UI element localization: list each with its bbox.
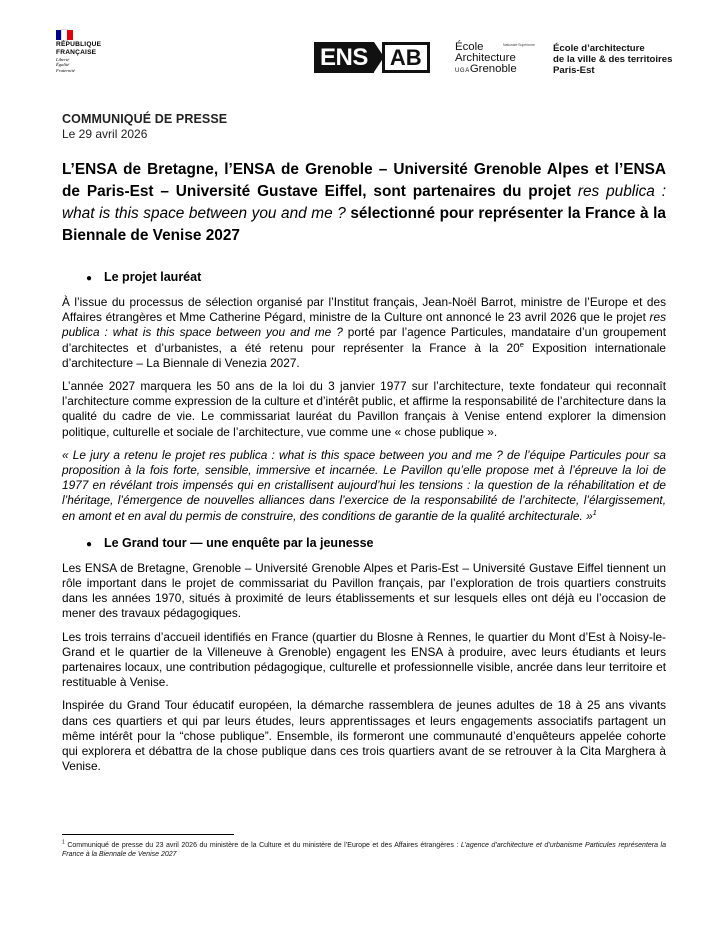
paragraph-selection — [62, 295, 666, 371]
paragraph-loi-1977: L’année 2027 marquera les 50 ans de la loi du 3 janvier 1977 sur l’architecture, texte fondateur qui reconnaît l’architecture comme expression de la culture et d’intérêt public, et affirme la responsabilité de l’architecture dans la qualité du cadre de vie. Le commissariat lauréat du Pavillon français à Venise entend explorer la dimension politique, culturelle et sociale de l’architecture, vue comme une « chose publique ». — [62, 379, 666, 439]
footnote-number: 1 — [62, 839, 65, 846]
title-italic: res publica : what is this space between you and me ? — [62, 183, 666, 222]
footnote-text: Communiqué de presse du 23 avril 2026 du ministère de la Culture et du ministère de l’Europe et des Affaires étrangères : — [64, 842, 461, 849]
ensag-logo-uga-prefix: UGA — [455, 68, 470, 74]
ensag-logo-line-3: Grenoble — [469, 63, 517, 75]
footnote-italic-text: L’agence d’architecture et d’urbanisme Particules représentera la France à la Biennale de Venise 2027 — [62, 842, 666, 858]
section-heading-grand-tour — [86, 535, 666, 553]
ensag-logo-small-text: Nationale Supérieure — [503, 43, 535, 47]
paragraph-text: porté par l’agence Particules, mandataire d’un groupement d’architectes et d’urbanistes, a été retenu pour représenter la France à la 20 — [62, 325, 666, 355]
title-part-1: L’ENSA de Bretagne, l’ENSA de Grenoble – Université Grenoble Alpes et l’ENSA de Paris-Est – Université Gustave Eiffel, sont partenaires du projet — [62, 161, 666, 200]
quote-text: « Le jury a retenu le projet res publica : what is this space between you and me ? de l’équipe Particules pour sa proposition à la fois forte, sensible, immersive et incarnée. Le Pavillon qu’elle propose met à l’épreuve la loi de 1977 en révélant trois impensés qui en cristallisent aujourd’hui les tensions : la question de la réhabilitation et de l’héritage, l’émergence de nouvelles alliances dans l’exercice de la responsabilité de l’architecte, l’élargissement, en amont et en aval du permis de construire, des conditions de garantie de la qualité architecturale. » — [62, 447, 666, 523]
section-heading-projet-laureat — [86, 269, 666, 287]
press-release-body — [62, 112, 666, 774]
ensa-grenoble-logo — [455, 42, 545, 77]
republique-francaise-logo — [56, 30, 116, 73]
paris-est-logo-line-3: Paris-Est — [553, 65, 595, 76]
ensab-logo-left: ENS — [314, 42, 374, 73]
document-title — [62, 159, 666, 247]
section-heading-text: Le projet lauréat — [104, 270, 202, 284]
ensag-logo-line-1: École — [455, 41, 484, 53]
ensab-logo-right: AB — [382, 42, 430, 73]
jury-quote — [62, 448, 666, 524]
rf-motto-line-2: Égalité — [56, 62, 70, 68]
paragraph-grand-tour: Inspirée du Grand Tour éducatif européen, la démarche rassemblera de jeunes adultes de 18 à 25 ans vivants dans ces quartiers et qui par leurs études, leurs apprentissages et leurs engagements associatifs partagent un même intérêt pour la “chose publique”. Ensemble, ils formeront une communauté d’enquêteurs appelée cohorte qui explorera et débattra de la chose publique dans ces trois quartiers avant de se retrouver à la Cita Marghera à Venise. — [62, 698, 666, 774]
ensab-logo — [314, 42, 430, 73]
ordinal-superscript: e — [519, 339, 524, 349]
footnote — [62, 841, 666, 859]
section-heading-text: Le Grand tour — une enquête par la jeunesse — [104, 535, 374, 550]
ensa-paris-est-logo — [553, 43, 672, 76]
bullet-icon: ● — [86, 538, 93, 550]
title-part-2: sélectionné pour représenter la France à la Biennale de Venise 2027 — [62, 205, 666, 244]
paragraph-terrains: Les trois terrains d’accueil identifiés en France (quartier du Blosne à Rennes, le quartier du Mont d’Est à Noisy-le-Grand et le quartier de la Villeneuve à Grenoble) engagent les ENSA à produire, avec leurs étudiants et leurs partenaires locaux, une contribution pédagogique, culturelle et professionnelle visible, ancrée dans leur territoire et restituable à Venise. — [62, 629, 666, 690]
rf-name-line-2: FRANÇAISE — [56, 48, 97, 56]
rf-motto-line-3: Fraternité — [56, 67, 75, 73]
paragraph-ensa-role: Les ENSA de Bretagne, Grenoble – Université Grenoble Alpes et Paris-Est – Université Gustave Eiffel tiennent un rôle important dans le projet de commissariat du Pavillon français, par l’exploration de trois quartiers construits dans les années 1970, situés à proximité de leurs établissements et sur lesquels elles ont déjà eu l’occasion de mener des travaux pédagogiques. — [62, 560, 666, 621]
page-header — [0, 0, 726, 90]
paris-est-logo-line-1: École d’architecture — [553, 43, 645, 54]
paragraph-text: À l’issue du processus de sélection organisé par l’Institut français, Jean-Noël Barrot, ministre de l’Europe et des Affaires étrangères et Mme Catherine Pégard, ministre de la Culture ont annoncé le 23 avril 2026 que le projet — [62, 295, 666, 325]
ensag-logo-line-2: Architecture — [455, 52, 516, 64]
footnote-separator — [62, 834, 234, 835]
document-kind: COMMUNIQUÉ DE PRESSE — [62, 112, 228, 126]
document-date: Le 29 avril 2026 — [62, 127, 148, 141]
french-flag-icon — [56, 30, 73, 40]
paris-est-logo-line-2: de la ville & des territoires — [553, 54, 673, 65]
footnote-reference[interactable]: 1 — [592, 507, 597, 517]
paragraph-italic-text: res publica : what is this space between you and me ? — [62, 310, 666, 340]
rf-name-line-1: RÉPUBLIQUE — [56, 41, 102, 48]
bullet-icon: ● — [86, 273, 93, 284]
rf-motto-line-1: Liberté — [56, 57, 70, 63]
paragraph-text: Exposition internationale d’architecture – La Biennale di Venezia 2027. — [62, 340, 666, 370]
